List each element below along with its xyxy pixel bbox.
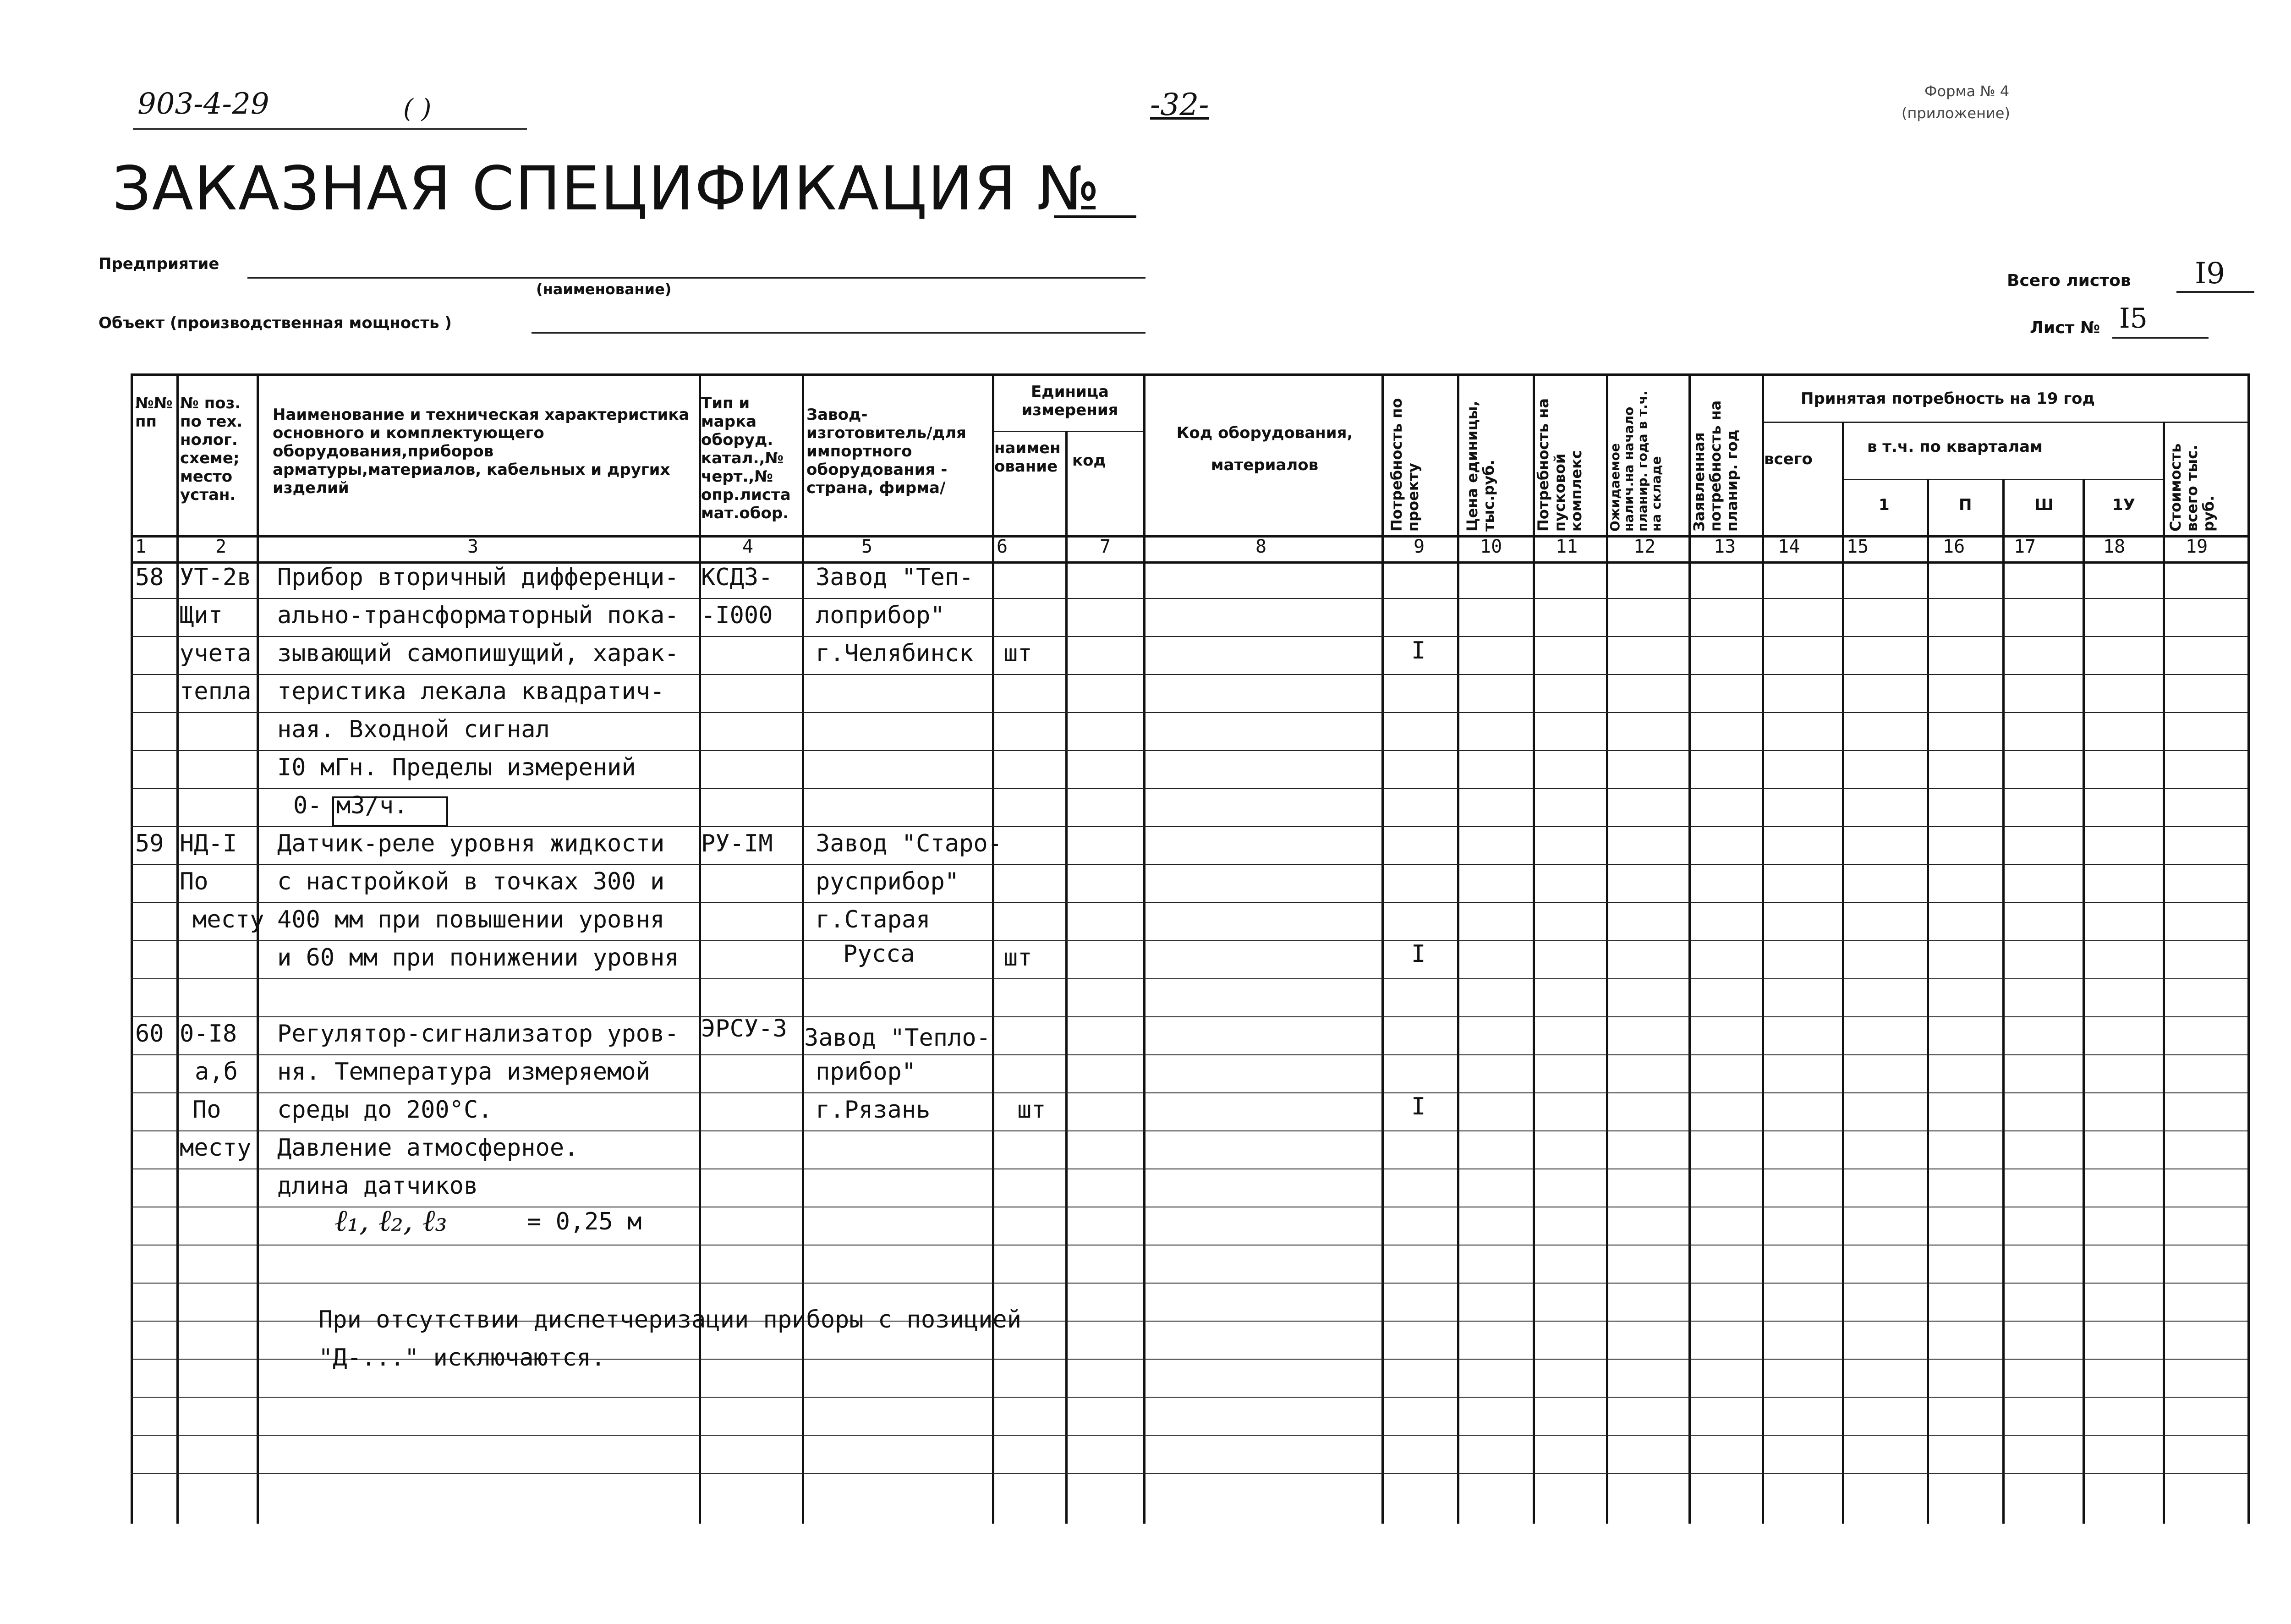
note-line-1: При отсутствии диспетчеризации приборы с позицией: [318, 1306, 1022, 1333]
table-cell-description: Давление атмосферное.: [277, 1134, 579, 1162]
table-cell-manufacturer: лоприбор": [816, 602, 945, 629]
blank-range-box: [332, 796, 448, 827]
formula-value: = 0,25 м: [527, 1208, 642, 1235]
col-num-18: 18: [2103, 536, 2126, 557]
col-header-6: наименование: [994, 439, 1061, 476]
table-cell-scheme-position: месту: [192, 906, 264, 933]
col-num-12: 12: [1633, 536, 1656, 557]
table-cell-description: теристика лекала квадратич-: [277, 678, 665, 705]
table-cell-type: КСДЗ-: [701, 564, 773, 591]
table-cell-pos-number: 59: [135, 830, 164, 857]
table-cell-manufacturer: прибор": [816, 1058, 916, 1086]
table-cell-type: -I000: [701, 602, 773, 629]
col-num-7: 7: [1100, 536, 1111, 557]
col-num-16: 16: [1943, 536, 1965, 557]
col-header-8: Код оборудования, материалов: [1176, 424, 1353, 474]
handwritten-formula: ℓ₁, ℓ₂, ℓ₃: [334, 1203, 447, 1238]
col-header-3: Наименование и техническая характеристика основного и комплектующего оборудования,приборов арматуры,материалов, кабельных и других изделий: [273, 406, 690, 497]
doc-code-paren: ( ): [403, 94, 432, 124]
doc-code: 903-4-29: [137, 87, 269, 121]
col-num-19: 19: [2186, 536, 2208, 557]
col-header-q4: 1У: [2112, 496, 2135, 514]
table-cell-need: I: [1411, 637, 1426, 664]
col-num-11: 11: [1556, 536, 1578, 557]
form-note: (приложение): [1902, 104, 2010, 122]
col-header-q2: П: [1959, 496, 1972, 514]
col-header-q1: 1: [1879, 496, 1890, 514]
col-num-13: 13: [1714, 536, 1736, 557]
table-cell-scheme-position: НД-I: [180, 830, 237, 857]
table-cell-scheme-position: а,б: [195, 1058, 238, 1086]
col-header-9: Потребность по проекту: [1388, 398, 1422, 532]
table-cell-description: и 60 мм при понижении уровня: [277, 944, 679, 971]
table-cell-manufacturer: Русса: [843, 940, 915, 968]
table-cell-description: ная. Входной сигнал: [277, 716, 550, 743]
col-num-14: 14: [1778, 536, 1800, 557]
col-header-accepted: Принятая потребность на 19 год: [1801, 390, 2095, 408]
table-cell-description: Регулятор-сигнализатор уров-: [277, 1020, 679, 1048]
col-header-4: Тип и марка оборуд. катал.,№ черт.,№ опр.листа мат.обор.: [701, 394, 791, 522]
table-cell-scheme-position: По: [180, 868, 208, 895]
table-cell-scheme-position: месту: [180, 1134, 252, 1162]
table-cell-scheme-position: тепла: [180, 678, 252, 705]
col-num-6: 6: [997, 536, 1008, 557]
col-num-17: 17: [2014, 536, 2036, 557]
col-header-5: Завод-изготовитель/для импортного оборудования - страна, фирма/: [806, 406, 966, 497]
col-header-12: Ожидаемое налич.на начало планир. года в т.ч. на складе: [1607, 390, 1664, 532]
table-cell-description: среды до 200°С.: [277, 1096, 493, 1124]
table-cell-description: ня. Температура измеряемой: [277, 1058, 650, 1086]
table-cell-description: I0 мГн. Пределы измерений: [277, 754, 636, 781]
table-cell-unit: шт: [1003, 944, 1032, 971]
table-cell-scheme-position: 0-I8: [180, 1020, 237, 1048]
col-header-unit: Единица измерения: [1021, 383, 1118, 419]
table-cell-manufacturer: Завод "Старо-: [816, 830, 1002, 857]
col-num-3: 3: [467, 536, 479, 557]
table-cell-manufacturer: г.Старая: [816, 906, 931, 933]
table-cell-scheme-position: Щит: [180, 602, 223, 629]
col-num-9: 9: [1414, 536, 1425, 557]
col-num-8: 8: [1255, 536, 1267, 557]
table-cell-manufacturer: Завод "Тепло-: [804, 1024, 991, 1052]
table-cell-scheme-position: УТ-2в: [180, 564, 252, 591]
table-cell-type: ЭРСУ-3: [701, 1015, 787, 1042]
col-header-19: Стоимость всего тыс. руб.: [2167, 443, 2217, 532]
enterprise-label: Предприятие: [99, 255, 219, 273]
table-cell-need: I: [1411, 1093, 1426, 1120]
table-cell-type: РУ-IМ: [701, 830, 773, 857]
table-cell-description: зывающий самопишущий, харак-: [277, 640, 679, 667]
table-cell-description: Прибор вторичный дифференци-: [277, 564, 679, 591]
table-cell-scheme-position: учета: [180, 640, 252, 667]
col-num-2: 2: [215, 536, 227, 557]
table-cell-description: Датчик-реле уровня жидкости: [277, 830, 665, 857]
table-cell-description: 0- м3/ч.: [293, 792, 408, 819]
table-cell-manufacturer: Завод "Теп-: [816, 564, 974, 591]
table-cell-scheme-position: По: [192, 1096, 221, 1124]
total-sheets-value: I9: [2195, 257, 2225, 291]
object-label: Объект (производственная мощность ): [99, 314, 452, 332]
table-cell-manufacturer: г.Челябинск: [816, 640, 974, 667]
col-num-4: 4: [742, 536, 754, 557]
col-header-quarters: в т.ч. по кварталам: [1867, 438, 2043, 456]
table-cell-need: I: [1411, 940, 1426, 968]
table-cell-description: ально-трансформаторный пока-: [277, 602, 679, 629]
col-header-1: №№ пп: [135, 394, 173, 431]
page-number: -32-: [1150, 87, 1209, 122]
table-cell-pos-number: 58: [135, 564, 164, 591]
form-label: Форма № 4: [1924, 82, 2010, 100]
sheet-label: Лист №: [2030, 318, 2100, 337]
table-cell-manufacturer: г.Рязань: [816, 1096, 931, 1124]
col-header-2: № поз. по тех. нолог. схеме; место устан.: [180, 394, 243, 504]
table-cell-pos-number: 60: [135, 1020, 164, 1048]
col-num-10: 10: [1480, 536, 1502, 557]
col-num-1: 1: [135, 536, 147, 557]
table-cell-manufacturer: русприбор": [816, 868, 959, 895]
col-header-11: Потребность на пусковой комплекс: [1535, 398, 1585, 532]
page-title: ЗАКАЗНАЯ СПЕЦИФИКАЦИЯ №: [112, 154, 1101, 224]
col-num-5: 5: [861, 536, 873, 557]
col-header-10: Цена единицы, тыс.руб.: [1463, 401, 1497, 532]
total-sheets-label: Всего листов: [2007, 271, 2131, 290]
col-header-q3: Ш: [2034, 496, 2054, 514]
table-cell-unit: шт: [1003, 640, 1032, 667]
table-cell-description: с настройкой в точках 300 и: [277, 868, 665, 895]
col-header-13: Заявленная потребность на планир. год: [1690, 400, 1741, 532]
col-num-15: 15: [1847, 536, 1869, 557]
col-header-7: код: [1072, 451, 1106, 470]
enterprise-sublabel: (наименование): [536, 280, 672, 298]
table-cell-description: 400 мм при повышении уровня: [277, 906, 665, 933]
table-cell-unit: шт: [1017, 1096, 1046, 1124]
note-line-2: "Д-..." исключаются.: [318, 1344, 606, 1372]
sheet-value: I5: [2119, 302, 2148, 335]
col-header-14: всего: [1764, 450, 1813, 468]
table-cell-description: длина датчиков: [277, 1172, 478, 1200]
